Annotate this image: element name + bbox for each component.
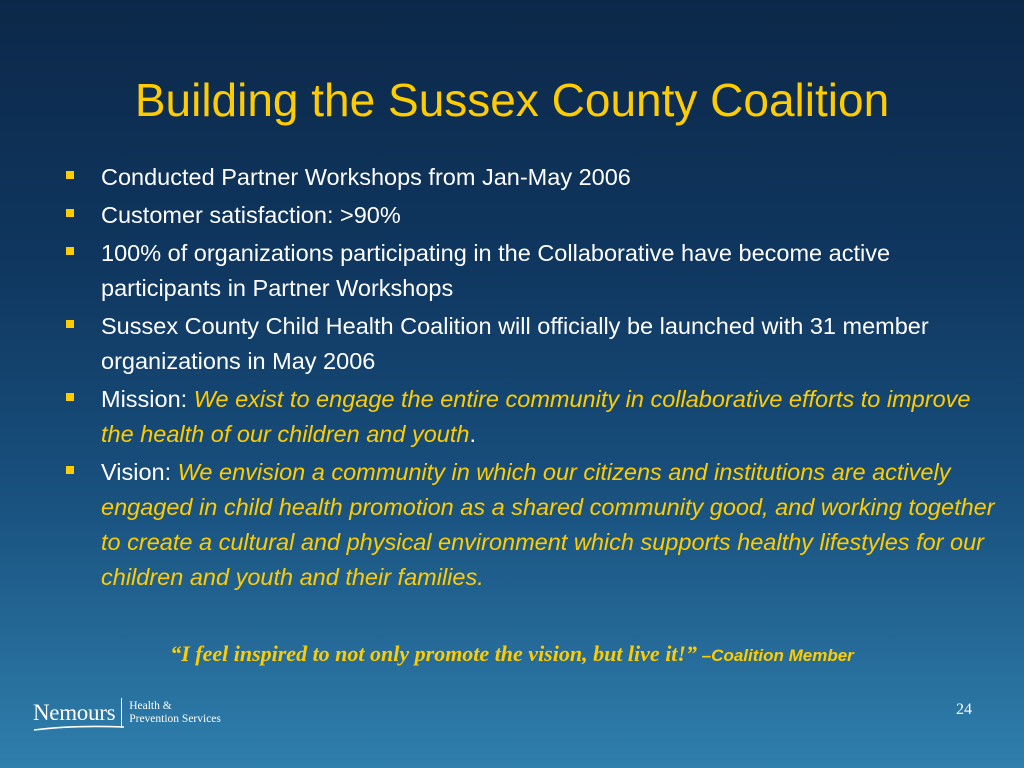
vision-statement: We envision a community in which our citizens and institutions are actively engaged in child health promotion as a shared community good, and working together to create a cultural and physical environment which supports healthy lifestyles for our children and youth and their families	[101, 459, 995, 590]
vision-period: .	[477, 564, 484, 590]
logo-name	[33, 700, 115, 726]
swoosh-icon	[33, 724, 125, 732]
square-bullet-icon	[66, 393, 74, 401]
nemours-logo	[33, 698, 221, 728]
square-bullet-icon	[66, 171, 74, 179]
mission-label: Mission:	[101, 386, 194, 412]
slide-title: Building the Sussex County Coalition	[134, 74, 890, 126]
page-number: 24	[956, 701, 972, 718]
quote-attribution: –Coalition Member	[696, 646, 854, 665]
bullet-text: Customer satisfaction: >90%	[101, 202, 401, 228]
bullet-item-workshops	[66, 160, 996, 195]
bullet-text: Sussex County Child Health Coalition will officially be launched with 31 member organizations in May 2006	[101, 313, 929, 374]
bullet-item-mission	[66, 382, 996, 452]
logo-sub-line1: Health &	[129, 700, 172, 712]
mission-statement: We exist to engage the entire community in collaborative efforts to improve the health of our children and youth	[101, 386, 971, 447]
bullet-item-satisfaction	[66, 198, 996, 233]
bullet-list	[66, 160, 996, 598]
logo-sub-line2: Prevention Services	[129, 713, 221, 725]
vision-label: Vision:	[101, 459, 178, 485]
mission-period: .	[469, 421, 476, 447]
bullet-item-launch	[66, 309, 996, 379]
bullet-text: 100% of organizations participating in the Collaborative have become active participants in Partner Workshops	[101, 240, 891, 301]
bullet-item-vision	[66, 455, 996, 595]
bullet-item-participation	[66, 236, 996, 306]
member-quote	[0, 641, 1024, 667]
square-bullet-icon	[66, 320, 74, 328]
logo-subtitle	[129, 700, 221, 726]
square-bullet-icon	[66, 247, 74, 255]
square-bullet-icon	[66, 209, 74, 217]
logo-wordmark: Nemours	[33, 700, 116, 725]
bullet-text: Conducted Partner Workshops from Jan-May 2006	[101, 164, 631, 190]
quote-text: “I feel inspired to not only promote the vision, but live it!”	[170, 641, 697, 666]
square-bullet-icon	[66, 466, 74, 474]
